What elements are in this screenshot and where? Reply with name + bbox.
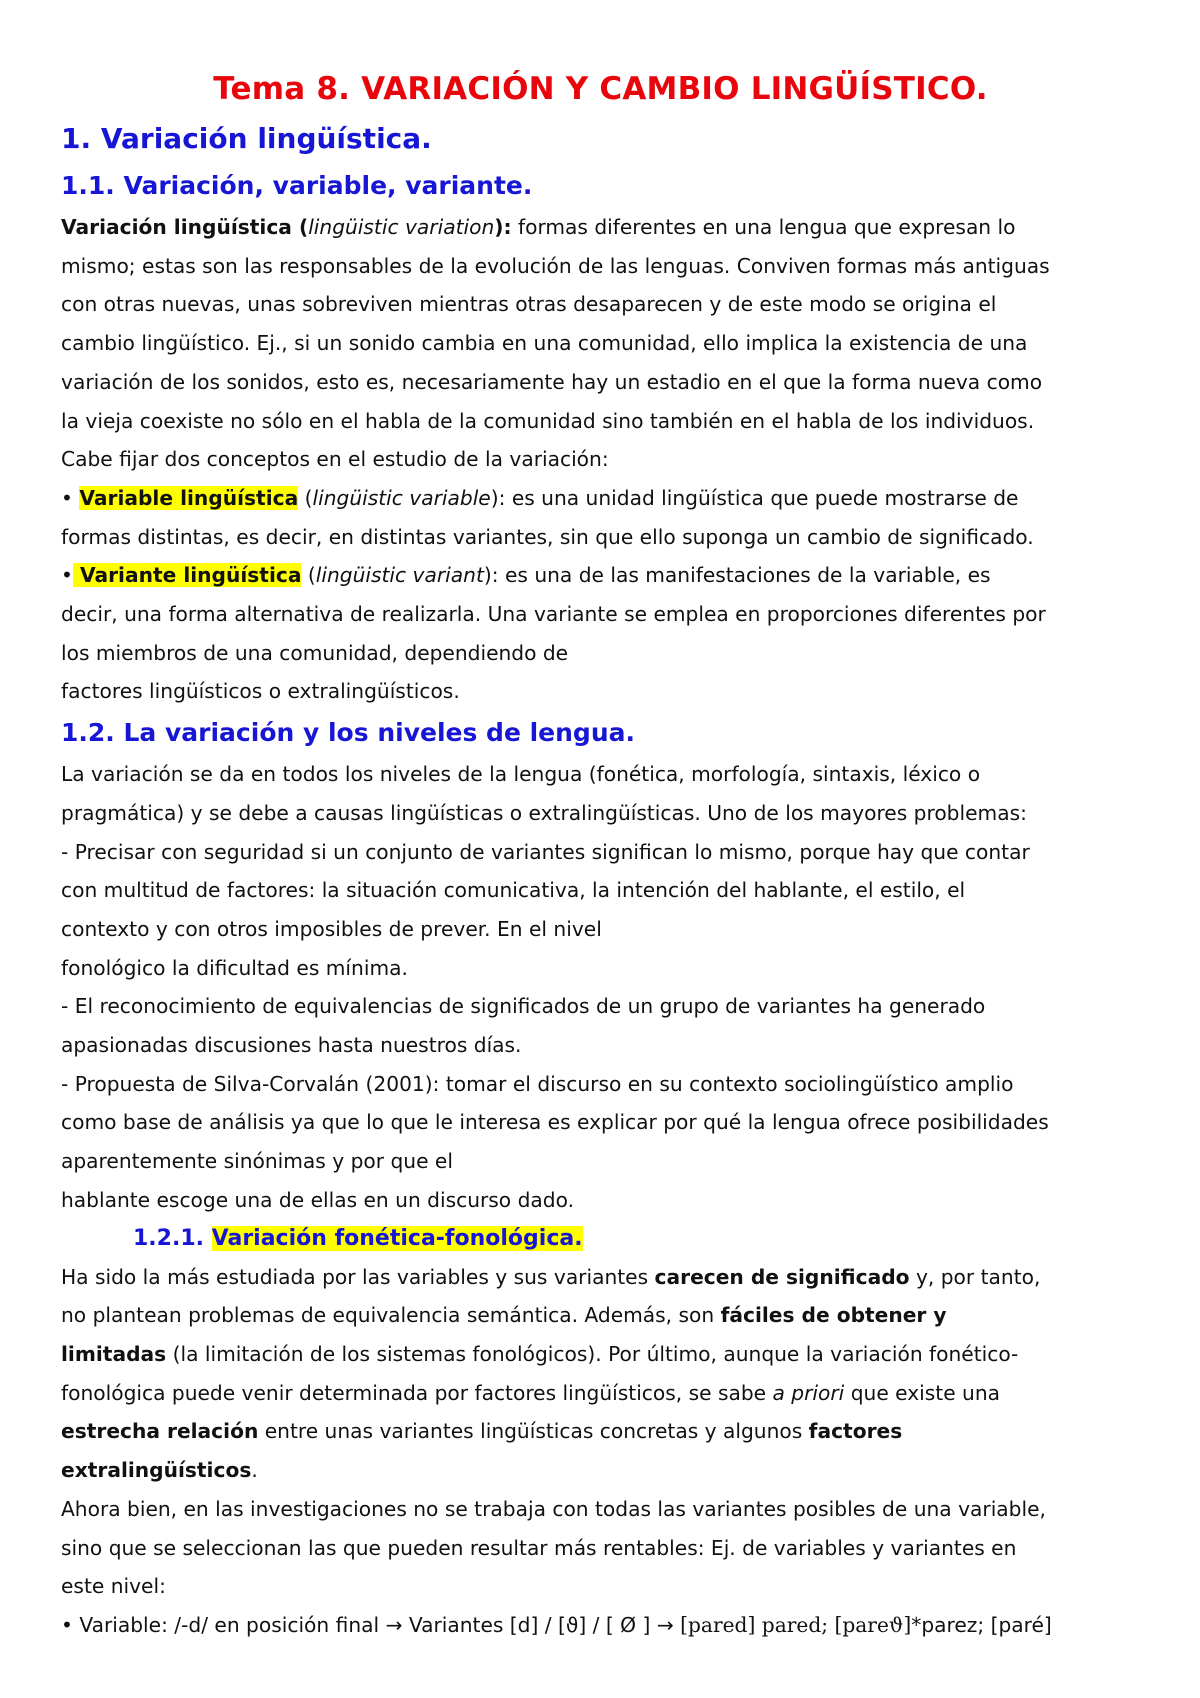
text-fragment: ( bbox=[298, 485, 313, 510]
text-fragment: ): es una de las manifestaciones de la variable, es bbox=[483, 563, 991, 588]
bold-fragment: limitadas bbox=[61, 1341, 167, 1366]
text-fragment: . bbox=[251, 1458, 258, 1483]
text-fragment: que existe una bbox=[844, 1380, 1001, 1405]
text-line: los miembros de una comunidad, dependiendo de bbox=[61, 640, 569, 665]
text-line: variación de los sonidos, esto es, necesariamente hay un estadio en el que la forma nueva como bbox=[61, 369, 1043, 394]
text-line: formas distintas, es decir, en distintas variantes, sin que ello suponga un cambio de significado. bbox=[61, 524, 1034, 549]
text-fragment: fonológica puede venir determinada por factores lingüísticos, se sabe bbox=[61, 1380, 773, 1405]
text-fragment: ): es una unidad lingüística que puede mostrarse de bbox=[490, 485, 1019, 510]
text-line: aparentemente sinónimas y por que el bbox=[61, 1149, 453, 1174]
text-line: fonológico la dificultad es mínima. bbox=[61, 955, 408, 980]
text-fragment: (la limitación de los sistemas fonológicos). Por último, aunque la variación fonético- bbox=[166, 1341, 1019, 1366]
text-line: Ahora bien, en las investigaciones no se trabaja con todas las variantes posibles de una variable, bbox=[61, 1496, 1046, 1521]
paragraph-phonetic bbox=[61, 1258, 1140, 1645]
bold-fragment: extralingüísticos bbox=[61, 1458, 252, 1483]
bold-fragment: carecen de significado bbox=[654, 1264, 910, 1289]
bullet-icon: • bbox=[61, 563, 73, 588]
text-fragment: Ha sido la más estudiada por las variables y sus variantes bbox=[61, 1264, 655, 1289]
text-line: cambio lingüístico. Ej., si un sonido cambia en una comunidad, ello implica la existencia de una bbox=[61, 331, 1028, 356]
text-line: la vieja coexiste no sólo en el habla de la comunidad sino también en el habla de los individuos. bbox=[61, 408, 1035, 433]
text-line: factores lingüísticos o extralingüísticos. bbox=[61, 679, 460, 704]
text-line: hablante escoge una de ellas en un discurso dado. bbox=[61, 1187, 574, 1212]
term-variacion: Variación lingüística ( bbox=[61, 215, 309, 239]
text-line: este nivel: bbox=[61, 1574, 166, 1599]
text-line: decir, una forma alternativa de realizarla. Una variante se emplea en proporciones diferentes por bbox=[61, 602, 1046, 627]
text-line: con otras nuevas, unas sobreviven mientras otras desaparecen y de este modo se origina el bbox=[61, 292, 997, 317]
text-fragment: y, por tanto, bbox=[909, 1264, 1041, 1289]
text-line: con multitud de factores: la situación comunicativa, la intención del hablante, el estilo, el bbox=[61, 878, 966, 903]
bullet-icon: • bbox=[61, 1612, 73, 1637]
text-fragment: no plantean problemas de equivalencia semántica. Además, son bbox=[61, 1303, 721, 1328]
bullet-icon: • bbox=[61, 485, 73, 510]
text-line: La variación se da en todos los niveles de la lengua (fonética, morfología, sintaxis, léxico o bbox=[61, 762, 981, 787]
italic-fragment: a priori bbox=[772, 1380, 845, 1405]
section-number: 1.2.1. bbox=[133, 1225, 212, 1251]
bullet-variante bbox=[61, 556, 1140, 711]
section-1-2-1-title-highlight: Variación fonética-fonológica. bbox=[211, 1225, 583, 1251]
paragraph-variation bbox=[61, 208, 1140, 479]
text-fragment: Variable: /-d/ en posición final → Variantes [d] / [ϑ] / [ Ø ] → bbox=[79, 1612, 681, 1637]
term-variante-highlight bbox=[73, 563, 302, 587]
bold-fragment: fáciles de obtener y bbox=[720, 1303, 947, 1328]
bullet-variable bbox=[61, 479, 1140, 556]
section-1-1-heading: 1.1. Variación, variable, variante. bbox=[61, 171, 533, 200]
text-line: - Propuesta de Silva-Corvalán (2001): tomar el discurso en su contexto sociolingüístico amplio bbox=[61, 1071, 1014, 1096]
text-line: apasionadas discusiones hasta nuestros días. bbox=[61, 1033, 522, 1058]
bold-fragment: estrecha relación bbox=[61, 1419, 259, 1444]
text-fragment: ( bbox=[301, 563, 316, 588]
text-line: sino que se seleccionan las que pueden resultar más rentables: Ej. de variables y variantes en bbox=[61, 1535, 1017, 1560]
text-fragment: *parez; [paré] bbox=[911, 1612, 1052, 1637]
text-line: contexto y con otros imposibles de prever. En el nivel bbox=[61, 916, 602, 941]
document-title: Tema 8. VARIACIÓN Y CAMBIO LINGÜÍSTICO. bbox=[213, 71, 988, 107]
section-1-heading: 1. Variación lingüística. bbox=[61, 122, 432, 155]
section-1-2-1-heading bbox=[133, 1220, 1140, 1258]
text-line: pragmática) y se debe a causas lingüísticas o extralingüísticas. Uno de los mayores problemas: bbox=[61, 800, 1027, 825]
bold-fragment: factores bbox=[808, 1419, 903, 1444]
section-1-2-heading: 1.2. La variación y los niveles de lengua. bbox=[61, 718, 635, 748]
text-fragment: entre unas variantes lingüísticas concretas y algunos bbox=[258, 1419, 809, 1444]
paragraph-levels bbox=[61, 755, 1140, 1219]
term-variacion-english: lingüistic variation bbox=[308, 215, 495, 239]
text-line: mismo; estas son las responsables de la evolución de las lenguas. Conviven formas más antiguas bbox=[61, 253, 1050, 278]
term-variable-english: lingüistic variable bbox=[312, 485, 491, 510]
term-variable-highlight: Variable lingüística bbox=[79, 485, 299, 510]
term-variante-english: lingüistic variant bbox=[315, 563, 484, 588]
text-line: - El reconocimiento de equivalencias de significados de un grupo de variantes ha generado bbox=[61, 994, 986, 1019]
text-line: - Precisar con seguridad si un conjunto de variantes significan lo mismo, porque hay que contar bbox=[61, 839, 1030, 864]
text-line: formas diferentes en una lengua que expresan lo bbox=[511, 215, 1016, 239]
text-line: Cabe fijar dos conceptos en el estudio de la variación: bbox=[61, 447, 609, 472]
phonetic-transcription: [pared] pared; [pareϑ] bbox=[680, 1612, 912, 1637]
term-variacion-close: ): bbox=[494, 215, 512, 239]
text-line: como base de análisis ya que lo que le interesa es explicar por qué la lengua ofrece posibilidades bbox=[61, 1110, 1049, 1135]
term-variante-label: Variante lingüística bbox=[79, 563, 302, 588]
